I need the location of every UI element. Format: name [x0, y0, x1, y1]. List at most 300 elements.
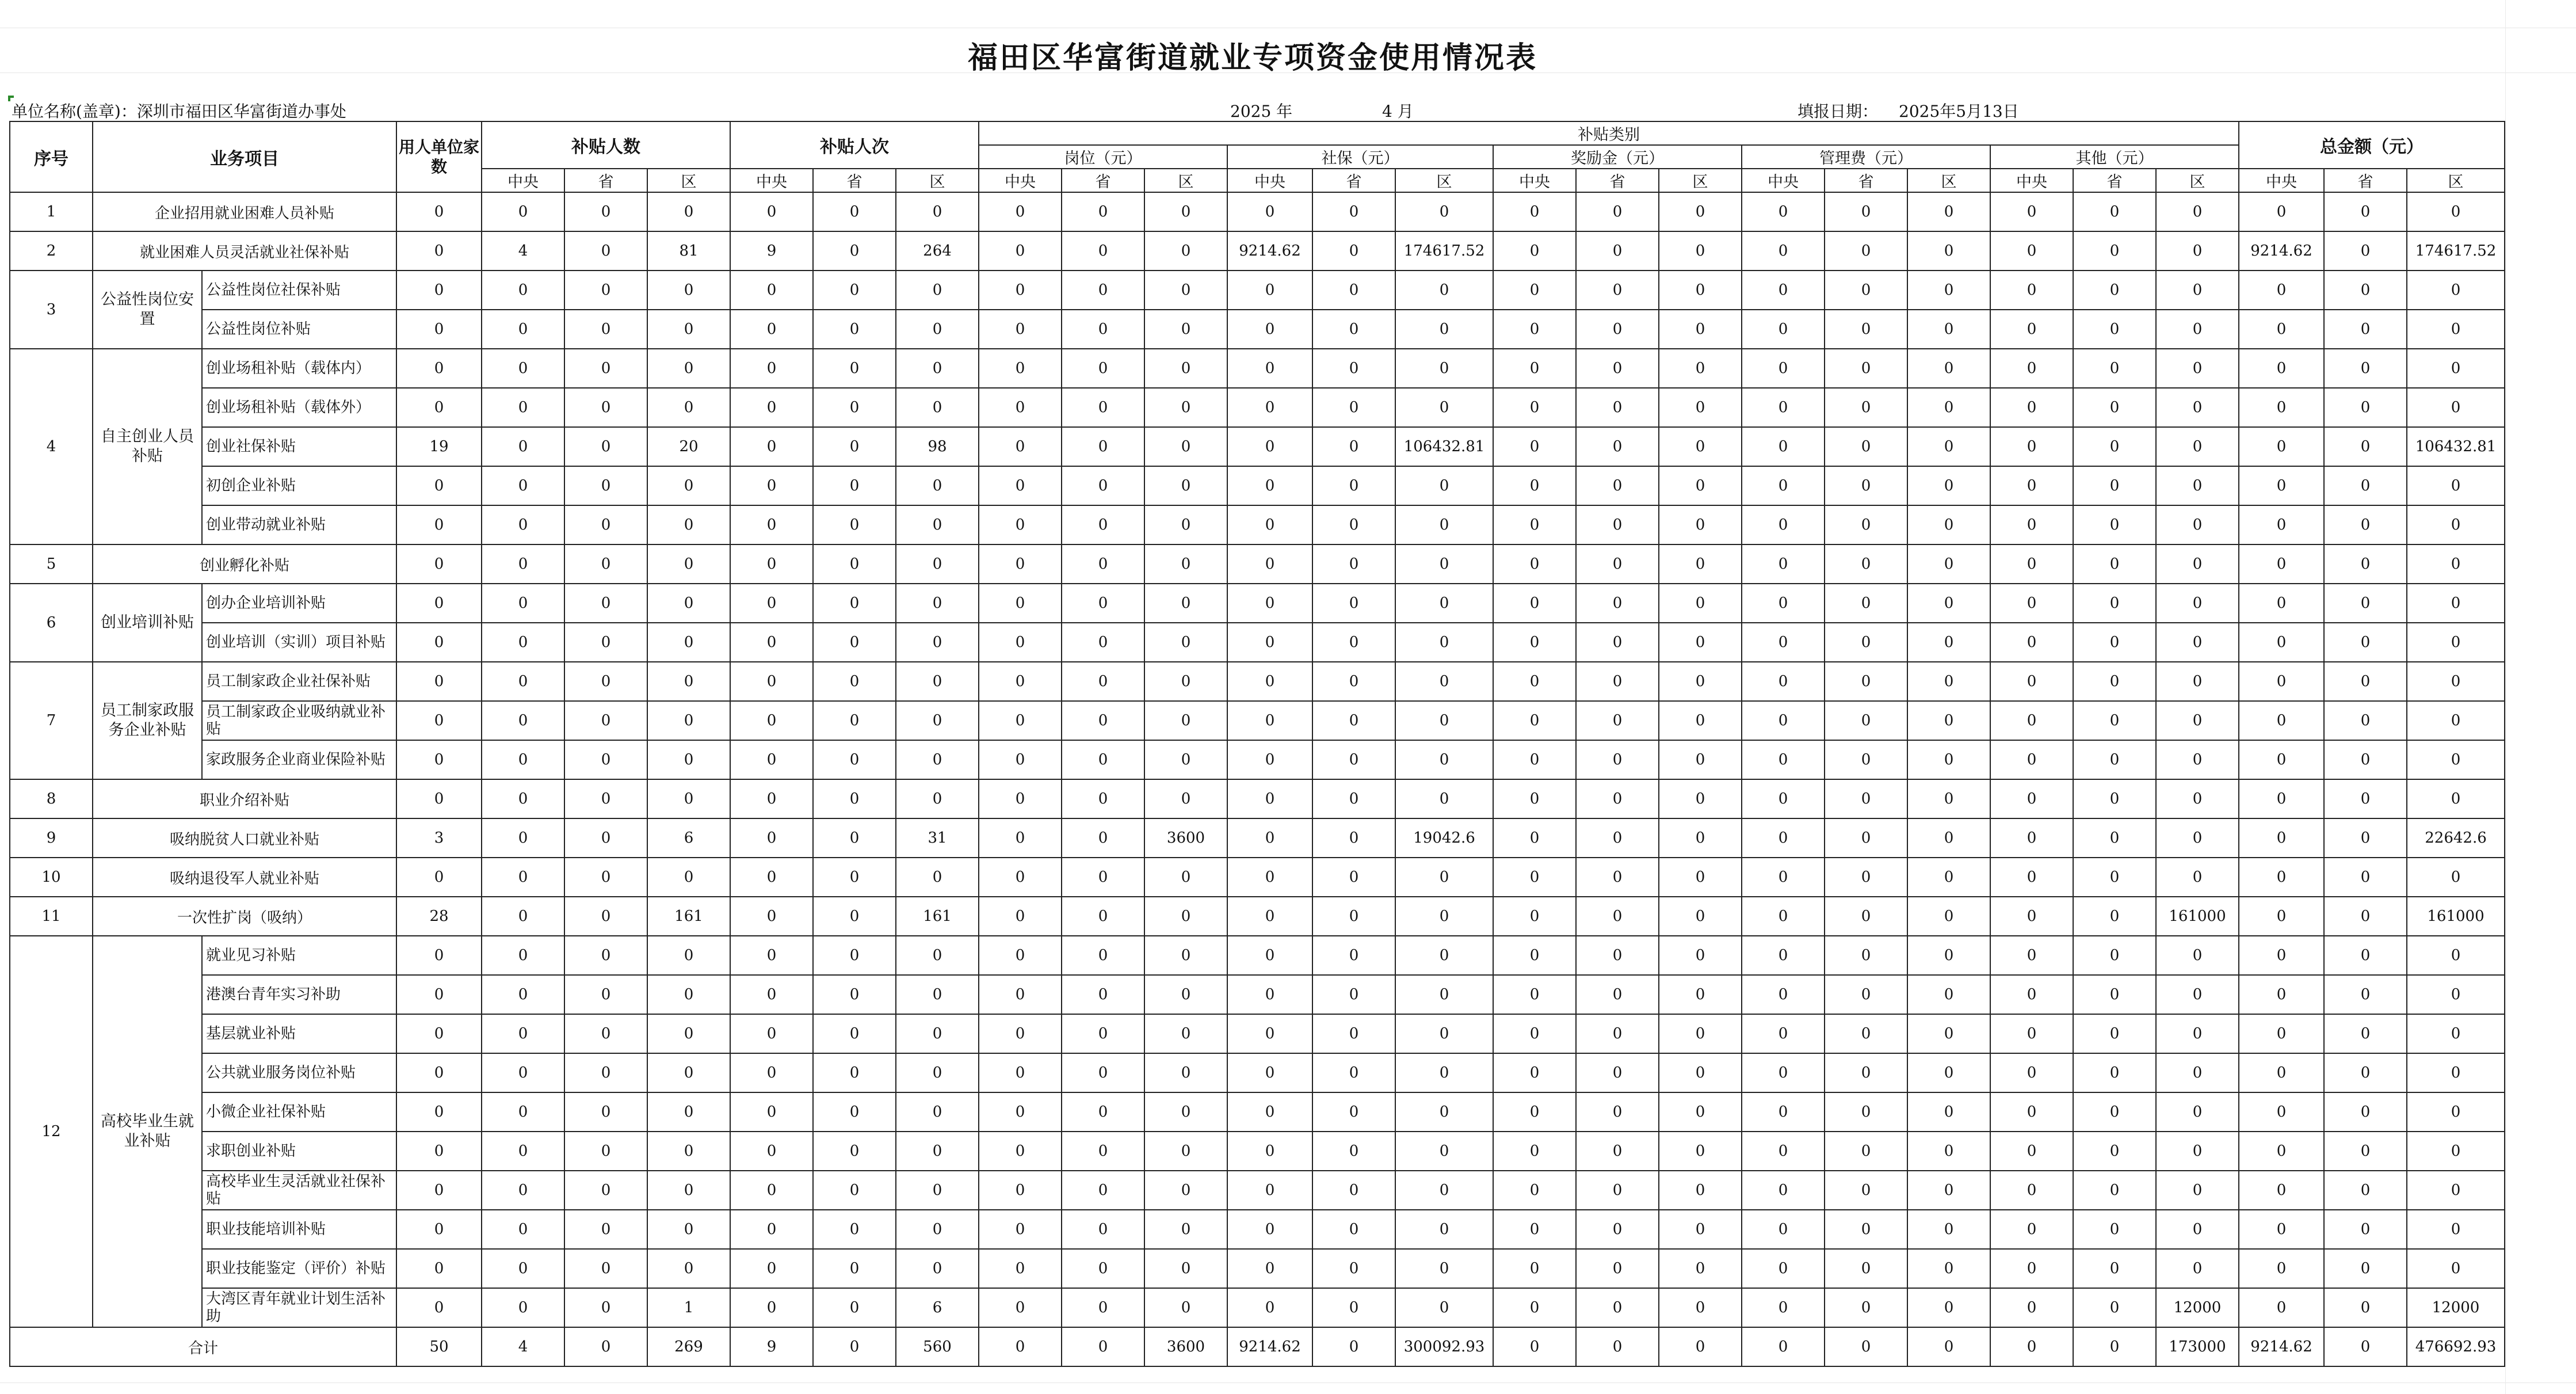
cell-value: 0: [647, 1132, 730, 1171]
cell-value: 0: [2156, 584, 2239, 623]
cell-value: 0: [1825, 858, 1907, 897]
cell-value: 0: [1062, 818, 1144, 858]
row-subitem: 基层就业补贴: [202, 1014, 396, 1053]
cell-value: 0: [1312, 1132, 1395, 1171]
cell-value: 0: [896, 662, 979, 701]
cell-value: 0: [2407, 1132, 2505, 1171]
cell-value: 0: [813, 231, 896, 271]
cell-value: 0: [1144, 1014, 1227, 1053]
cell-value: 0: [2239, 1288, 2324, 1327]
cell-value: 0: [1395, 1132, 1493, 1171]
cell-value: 0: [1312, 271, 1395, 310]
cell-value: 0: [979, 505, 1062, 544]
cell-value: 0: [396, 466, 482, 505]
cell-value: 0: [1825, 623, 1907, 662]
cell-value: 0: [2407, 505, 2505, 544]
cell-value: 0: [1659, 897, 1742, 936]
cell-value: 0: [2239, 858, 2324, 897]
cell-value: 0: [2073, 1288, 2156, 1327]
cell-value: 0: [2239, 818, 2324, 858]
cell-value: 0: [396, 231, 482, 271]
cell-value: 0: [979, 1210, 1062, 1249]
cell-value: 0: [482, 936, 564, 975]
cell-value: 0: [1227, 779, 1312, 818]
cell-value: 0: [2407, 1171, 2505, 1210]
cell-value: 0: [1659, 1249, 1742, 1288]
cell-value: 0: [1907, 231, 1990, 271]
cell-value: 0: [2324, 1132, 2407, 1171]
cell-value: 0: [1395, 1210, 1493, 1249]
cell-value: 0: [564, 1171, 647, 1210]
cell-value: 0: [2407, 1249, 2505, 1288]
cell-value: 0: [1493, 1132, 1576, 1171]
cell-value: 0: [2073, 271, 2156, 310]
table-row: [10, 427, 2505, 466]
cell-value: 0: [730, 858, 813, 897]
cell-value: 0: [1742, 1288, 1825, 1327]
cell-value: 0: [1144, 858, 1227, 897]
cell-value: 0: [1825, 1092, 1907, 1132]
cell-value: 0: [2073, 858, 2156, 897]
cell-value: 0: [1659, 466, 1742, 505]
header-level-province: 省: [1825, 169, 1907, 192]
cell-value: 0: [1990, 858, 2073, 897]
cell-value: 19042.6: [1395, 818, 1493, 858]
header-level-province: 省: [813, 169, 896, 192]
cell-value: 0: [1062, 349, 1144, 388]
cell-value: 0: [813, 1092, 896, 1132]
cell-value: 0: [2239, 271, 2324, 310]
cell-value: 0: [896, 544, 979, 584]
cell-value: 0: [2324, 466, 2407, 505]
row-seq: 10: [10, 858, 93, 897]
cell-value: 0: [1144, 975, 1227, 1014]
row-subitem: 创业社保补贴: [202, 427, 396, 466]
cell-value: 0: [2156, 1210, 2239, 1249]
cell-value: 0: [1312, 1210, 1395, 1249]
cell-value: 0: [1659, 1132, 1742, 1171]
cell-value: 0: [396, 310, 482, 349]
table-row: [10, 1210, 2505, 1249]
cell-value: 0: [1742, 271, 1825, 310]
cell-value: 0: [1742, 1014, 1825, 1053]
header-level-province: 省: [1062, 169, 1144, 192]
row-subitem: 公益性岗位补贴: [202, 310, 396, 349]
header-level-province: 省: [2324, 169, 2407, 192]
cell-value: 0: [1907, 427, 1990, 466]
cell-value: 0: [482, 1132, 564, 1171]
cell-value: 0: [1576, 1171, 1659, 1210]
cell-value: 0: [2324, 349, 2407, 388]
cell-value: 0: [2324, 858, 2407, 897]
header-level-province: 省: [1312, 169, 1395, 192]
cell-value: 0: [1144, 1053, 1227, 1092]
cell-value: 0: [1062, 271, 1144, 310]
cell-value: 0: [1312, 388, 1395, 427]
cell-value: 0: [396, 623, 482, 662]
cell-value: 0: [2324, 936, 2407, 975]
cell-value: 0: [1990, 818, 2073, 858]
total-value: 269: [647, 1327, 730, 1366]
cell-value: 0: [730, 1171, 813, 1210]
cell-value: 0: [1659, 975, 1742, 1014]
cell-value: 0: [482, 349, 564, 388]
cell-value: 0: [896, 623, 979, 662]
cell-value: 0: [1742, 1171, 1825, 1210]
cell-value: 0: [2239, 310, 2324, 349]
cell-value: 0: [979, 897, 1062, 936]
unit-name: 单位名称(盖章)：深圳市福田区华富街道办事处: [12, 102, 346, 121]
cell-value: 0: [1576, 936, 1659, 975]
cell-value: 0: [1742, 1053, 1825, 1092]
cell-value: 0: [1990, 584, 2073, 623]
cell-value: 0: [1742, 1210, 1825, 1249]
cell-value: 0: [647, 740, 730, 779]
cell-value: 0: [1062, 1053, 1144, 1092]
cell-value: 0: [2239, 1249, 2324, 1288]
cell-value: 0: [896, 1092, 979, 1132]
cell-value: 0: [1825, 936, 1907, 975]
cell-value: 0: [482, 584, 564, 623]
cell-value: 0: [1576, 584, 1659, 623]
header-level-district: 区: [896, 169, 979, 192]
cell-value: 0: [1062, 505, 1144, 544]
cell-value: 0: [2407, 466, 2505, 505]
cell-value: 0: [2407, 858, 2505, 897]
cell-value: 0: [1825, 779, 1907, 818]
cell-value: 0: [1742, 584, 1825, 623]
row-seq: 5: [10, 544, 93, 584]
cell-value: 0: [396, 505, 482, 544]
cell-value: 0: [647, 975, 730, 1014]
cell-value: 0: [2407, 779, 2505, 818]
cell-value: 0: [1395, 858, 1493, 897]
cell-value: 0: [1312, 544, 1395, 584]
cell-value: 0: [1825, 349, 1907, 388]
cell-value: 0: [896, 1171, 979, 1210]
total-value: 0: [1742, 1327, 1825, 1366]
cell-value: 0: [813, 975, 896, 1014]
cell-value: 0: [1062, 1249, 1144, 1288]
cell-value: 0: [2073, 1092, 2156, 1132]
cell-value: 0: [1576, 231, 1659, 271]
cell-value: 0: [979, 740, 1062, 779]
cell-value: 0: [1659, 779, 1742, 818]
cell-value: 0: [730, 1210, 813, 1249]
table-row: [10, 349, 2505, 388]
cell-value: 0: [1576, 1210, 1659, 1249]
cell-value: 0: [2239, 349, 2324, 388]
total-value: 50: [396, 1327, 482, 1366]
cell-value: 0: [2324, 192, 2407, 231]
cell-value: 0: [2156, 544, 2239, 584]
row-subitem: 港澳台青年实习补助: [202, 975, 396, 1014]
row-subitem: 创业场租补贴（载体内）: [202, 349, 396, 388]
cell-value: 0: [813, 192, 896, 231]
cell-value: 0: [2239, 701, 2324, 740]
cell-value: 0: [1576, 740, 1659, 779]
cell-value: 0: [1576, 388, 1659, 427]
cell-value: 0: [1907, 544, 1990, 584]
total-value: 4: [482, 1327, 564, 1366]
row-category: 自主创业人员补贴: [93, 349, 202, 544]
cell-value: 0: [1395, 584, 1493, 623]
cell-value: 0: [2407, 271, 2505, 310]
header-level-district: 区: [2156, 169, 2239, 192]
cell-value: 0: [1493, 623, 1576, 662]
cell-value: 0: [1742, 662, 1825, 701]
cell-value: 0: [730, 466, 813, 505]
cell-value: 0: [1062, 1092, 1144, 1132]
cell-value: 0: [1576, 466, 1659, 505]
cell-value: 0: [1312, 584, 1395, 623]
cell-value: 0: [1395, 1249, 1493, 1288]
row-seq: 7: [10, 662, 93, 779]
cell-value: 0: [396, 779, 482, 818]
cell-value: 0: [1493, 740, 1576, 779]
cell-value: 0: [1907, 1210, 1990, 1249]
cell-value: 0: [1825, 975, 1907, 1014]
cell-value: 0: [2407, 584, 2505, 623]
cell-value: 0: [1227, 584, 1312, 623]
cell-value: 0: [1062, 310, 1144, 349]
cell-value: 0: [1312, 1249, 1395, 1288]
cell-value: 0: [564, 466, 647, 505]
cell-value: 0: [1312, 1171, 1395, 1210]
cell-value: 1: [647, 1288, 730, 1327]
cell-value: 0: [730, 271, 813, 310]
table-row: [10, 584, 2505, 623]
header-category: 补贴类别: [979, 121, 2239, 145]
cell-value: 0: [1990, 310, 2073, 349]
cell-value: 0: [896, 1210, 979, 1249]
cell-value: 0: [2324, 1249, 2407, 1288]
cell-value: 0: [2073, 779, 2156, 818]
cell-value: 0: [2156, 1171, 2239, 1210]
cell-value: 0: [1907, 975, 1990, 1014]
cell-value: 0: [2239, 779, 2324, 818]
cell-value: 0: [1825, 701, 1907, 740]
cell-value: 0: [1062, 936, 1144, 975]
cell-value: 0: [396, 544, 482, 584]
cell-value: 0: [896, 1249, 979, 1288]
cell-value: 0: [979, 1092, 1062, 1132]
table-row: [10, 1288, 2505, 1327]
cell-value: 0: [2156, 231, 2239, 271]
cell-value: 0: [2324, 818, 2407, 858]
cell-value: 0: [647, 662, 730, 701]
cell-value: 0: [1576, 1053, 1659, 1092]
cell-value: 0: [1825, 1171, 1907, 1210]
cell-value: 0: [396, 584, 482, 623]
cell-value: 0: [647, 349, 730, 388]
cell-value: 0: [896, 271, 979, 310]
cell-value: 0: [647, 858, 730, 897]
cell-value: 0: [1742, 858, 1825, 897]
cell-value: 0: [1576, 427, 1659, 466]
cell-value: 0: [2324, 740, 2407, 779]
cell-value: 19: [396, 427, 482, 466]
cell-value: 0: [2239, 936, 2324, 975]
cell-value: 0: [1144, 388, 1227, 427]
table-row: [10, 779, 2505, 818]
row-subitem: 职业技能鉴定（评价）补贴: [202, 1249, 396, 1288]
cell-value: 9214.62: [1227, 231, 1312, 271]
cell-value: 0: [1062, 1132, 1144, 1171]
cell-value: 0: [1742, 427, 1825, 466]
cell-value: 0: [1576, 1092, 1659, 1132]
cell-value: 0: [1062, 897, 1144, 936]
cell-value: 0: [1907, 1132, 1990, 1171]
cell-value: 0: [896, 584, 979, 623]
total-value: 0: [813, 1327, 896, 1366]
cell-value: 0: [647, 466, 730, 505]
cell-value: 0: [1144, 584, 1227, 623]
cell-value: 0: [2073, 936, 2156, 975]
cell-value: 0: [1395, 1014, 1493, 1053]
cell-value: 0: [1144, 505, 1227, 544]
cell-value: 0: [2407, 310, 2505, 349]
row-seq: 1: [10, 192, 93, 231]
cell-value: 0: [1395, 192, 1493, 231]
cell-value: 0: [1825, 1014, 1907, 1053]
cell-value: 0: [1227, 271, 1312, 310]
cell-value: 0: [396, 701, 482, 740]
cell-value: 0: [1825, 897, 1907, 936]
cell-value: 0: [1907, 701, 1990, 740]
cell-value: 0: [1062, 544, 1144, 584]
cell-value: 6: [896, 1288, 979, 1327]
cell-value: 0: [813, 584, 896, 623]
cell-value: 0: [1825, 505, 1907, 544]
cell-value: 0: [564, 388, 647, 427]
cell-value: 0: [1907, 271, 1990, 310]
cell-value: 0: [1312, 349, 1395, 388]
cell-value: 0: [1990, 1249, 2073, 1288]
cell-value: 174617.52: [2407, 231, 2505, 271]
cell-value: 0: [896, 936, 979, 975]
cell-value: 0: [396, 1092, 482, 1132]
table-row: [10, 936, 2505, 975]
cell-value: 0: [730, 1132, 813, 1171]
cell-value: 0: [1493, 858, 1576, 897]
cell-value: 0: [730, 192, 813, 231]
cell-value: 0: [564, 897, 647, 936]
cell-value: 0: [1990, 505, 2073, 544]
cell-value: 0: [1227, 1014, 1312, 1053]
cell-value: 0: [1576, 1132, 1659, 1171]
cell-value: 0: [730, 505, 813, 544]
cell-value: 0: [979, 1288, 1062, 1327]
cell-value: 161: [647, 897, 730, 936]
cell-value: 0: [1227, 936, 1312, 975]
cell-value: 0: [2324, 310, 2407, 349]
cell-value: 0: [896, 1014, 979, 1053]
cell-value: 0: [1395, 271, 1493, 310]
cell-value: 0: [1659, 623, 1742, 662]
cell-value: 0: [979, 584, 1062, 623]
cell-value: 0: [396, 740, 482, 779]
cell-value: 0: [2073, 740, 2156, 779]
cell-value: 0: [1062, 740, 1144, 779]
cell-value: 0: [2407, 388, 2505, 427]
row-subitem: 创办企业培训补贴: [202, 584, 396, 623]
cell-value: 0: [647, 192, 730, 231]
cell-value: 0: [2239, 975, 2324, 1014]
cell-value: 0: [813, 1249, 896, 1288]
cell-value: 0: [564, 623, 647, 662]
cell-value: 0: [1742, 1249, 1825, 1288]
cell-value: 0: [730, 1092, 813, 1132]
cell-value: 0: [2407, 349, 2505, 388]
row-item: 职业介绍补贴: [93, 779, 396, 818]
total-value: 476692.93: [2407, 1327, 2505, 1366]
cell-value: 0: [482, 858, 564, 897]
cell-value: 0: [1990, 662, 2073, 701]
cell-value: 0: [1493, 818, 1576, 858]
cell-value: 28: [396, 897, 482, 936]
cell-value: 0: [1493, 584, 1576, 623]
cell-value: 0: [730, 544, 813, 584]
table-row: [10, 231, 2505, 271]
cell-value: 0: [1395, 936, 1493, 975]
cell-value: 31: [896, 818, 979, 858]
header-seq: 序号: [10, 121, 93, 192]
cell-value: 0: [564, 349, 647, 388]
cell-value: 0: [813, 1171, 896, 1210]
table-row: [10, 1053, 2505, 1092]
cell-value: 0: [1742, 779, 1825, 818]
cell-value: 0: [1742, 192, 1825, 231]
report-month: 4 月: [1382, 102, 1414, 121]
table-row: [10, 897, 2505, 936]
cell-value: 0: [813, 623, 896, 662]
cell-value: 0: [2239, 1171, 2324, 1210]
cell-value: 0: [813, 427, 896, 466]
cell-value: 0: [1395, 388, 1493, 427]
cell-value: 0: [730, 1288, 813, 1327]
cell-value: 0: [564, 544, 647, 584]
cell-value: 20: [647, 427, 730, 466]
cell-value: 0: [1395, 544, 1493, 584]
cell-value: 0: [482, 1249, 564, 1288]
cell-value: 0: [1742, 388, 1825, 427]
cell-value: 0: [1907, 1053, 1990, 1092]
cell-value: 0: [2324, 701, 2407, 740]
cell-value: 0: [1395, 623, 1493, 662]
cell-value: 0: [2324, 427, 2407, 466]
table-row: [10, 1092, 2505, 1132]
cell-value: 0: [1227, 1132, 1312, 1171]
cell-value: 0: [2239, 1053, 2324, 1092]
header-persons: 补贴人数: [482, 121, 730, 169]
cell-value: 0: [979, 271, 1062, 310]
cell-value: 0: [1576, 1288, 1659, 1327]
cell-value: 0: [1990, 544, 2073, 584]
cell-value: 0: [1493, 701, 1576, 740]
row-seq: 3: [10, 271, 93, 349]
cell-value: 0: [564, 1053, 647, 1092]
cell-value: 0: [1395, 1288, 1493, 1327]
cell-value: 0: [2324, 975, 2407, 1014]
cell-value: 0: [1227, 505, 1312, 544]
cell-value: 0: [1227, 858, 1312, 897]
cell-value: 0: [2156, 466, 2239, 505]
cell-value: 0: [1312, 1288, 1395, 1327]
cell-value: 0: [1312, 779, 1395, 818]
cell-value: 0: [1825, 231, 1907, 271]
cell-value: 0: [2324, 544, 2407, 584]
